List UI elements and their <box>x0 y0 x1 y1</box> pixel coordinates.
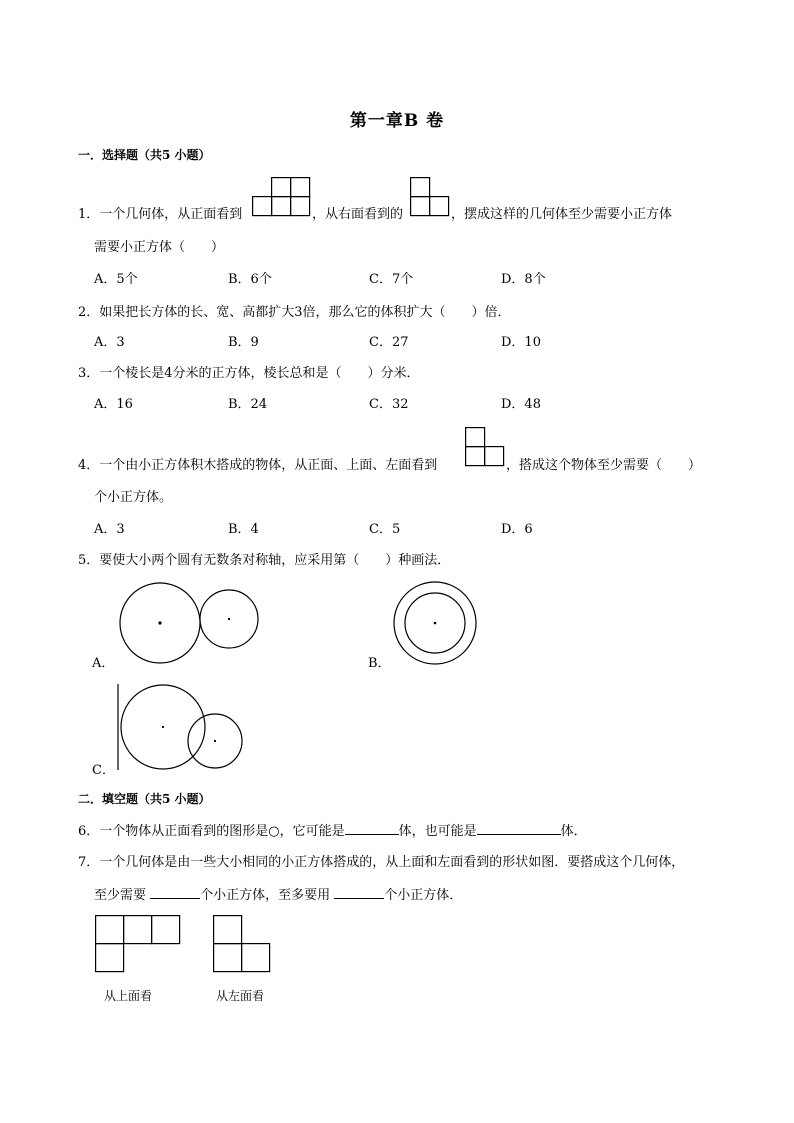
q1-right-view-figure <box>410 176 452 218</box>
q7-top-view-figure <box>95 914 183 974</box>
section-choice-heading: 一．选择题（共5 小题） <box>78 148 211 162</box>
q1-front-view-figure <box>252 176 312 218</box>
q7-caption-top-view: 从上面看 <box>104 989 153 1003</box>
q2-option-c[interactable]: C．27 <box>369 335 409 350</box>
q2-option-a[interactable]: A．3 <box>94 335 125 350</box>
q2-option-d[interactable]: D．10 <box>501 335 541 350</box>
q5-option-a-label[interactable]: A． <box>92 656 115 671</box>
q4-view-figure <box>465 426 507 468</box>
q3-option-d[interactable]: D．48 <box>501 397 541 412</box>
question-6-part-c: 体． <box>560 824 587 839</box>
q5-figure-a <box>110 580 270 670</box>
q1-option-a[interactable]: A．5个 <box>94 272 138 287</box>
q4-option-b[interactable]: B．4 <box>228 522 259 537</box>
question-7-line-2 <box>94 884 462 903</box>
q5-figure-c <box>110 680 250 775</box>
question-1-line-2: 需要小正方体（ ） <box>94 240 225 255</box>
section-fill-heading: 二．填空题（共5 小题） <box>78 792 211 806</box>
question-6-part-a: 6．一个物体从正面看到的图形是○，它可能是 <box>78 824 345 839</box>
q3-option-c[interactable]: C．32 <box>369 397 409 412</box>
q7-left-view-figure <box>213 914 273 974</box>
q7-blank-max[interactable] <box>334 884 384 899</box>
question-3-text: 3．一个棱长是4分米的正方体，棱长总和是（ ）分米． <box>78 366 420 381</box>
question-7-part-b: 个小正方体，至多要用 <box>200 888 335 903</box>
question-4-part-b: ，搭成这个物体至少需要（ ） <box>506 458 702 473</box>
question-7-part-a: 至少需要 <box>94 888 151 903</box>
q1-option-d[interactable]: D．8个 <box>501 272 546 287</box>
q6-blank-1[interactable] <box>345 820 399 835</box>
q6-blank-2[interactable] <box>477 820 561 835</box>
q5-figure-b <box>390 580 480 670</box>
q5-option-b-label[interactable]: B． <box>368 656 391 671</box>
question-1-part-b: ，从右面看到的 <box>312 207 404 222</box>
q7-caption-left-view: 从左面看 <box>216 989 265 1003</box>
q4-option-a[interactable]: A．3 <box>94 522 125 537</box>
question-4-part-a: 4．一个由小正方体积木搭成的物体，从正面、上面、左面看到 <box>78 458 438 473</box>
question-1-part-a: 1．一个几何体，从正面看到 <box>78 207 243 222</box>
question-7-line-1: 7．一个几何体是由一些大小相同的小正方体搭成的，从上面和左面看到的形状如图．要搭成这个几何体， <box>78 855 685 870</box>
question-4-line-2: 个小正方体。 <box>94 490 173 505</box>
page-title: 第一章B 卷 <box>349 111 445 131</box>
q1-option-b[interactable]: B．6个 <box>228 272 272 287</box>
q7-blank-min[interactable] <box>150 884 200 899</box>
q5-option-c-label[interactable]: C． <box>92 763 115 778</box>
question-7-part-c: 个小正方体． <box>384 888 463 903</box>
q2-option-b[interactable]: B．9 <box>228 335 259 350</box>
q4-option-d[interactable]: D．6 <box>501 522 533 537</box>
q1-option-c[interactable]: C．7个 <box>369 272 414 287</box>
q3-option-b[interactable]: B．24 <box>228 397 268 412</box>
question-2-text: 2．如果把长方体的长、宽、高都扩大3倍，那么它的体积扩大（ ）倍． <box>78 305 511 320</box>
q4-option-c[interactable]: C．5 <box>369 522 401 537</box>
question-5-text: 5．要使大小两个圆有无数条对称轴，应采用第（ ）种画法． <box>78 553 451 568</box>
question-6-line <box>78 820 587 839</box>
q3-option-a[interactable]: A．16 <box>94 397 133 412</box>
question-6-part-b: 体，也可能是 <box>398 824 477 839</box>
question-1-part-c: ，摆成这样的几何体至少需要小正方体 <box>451 207 673 222</box>
